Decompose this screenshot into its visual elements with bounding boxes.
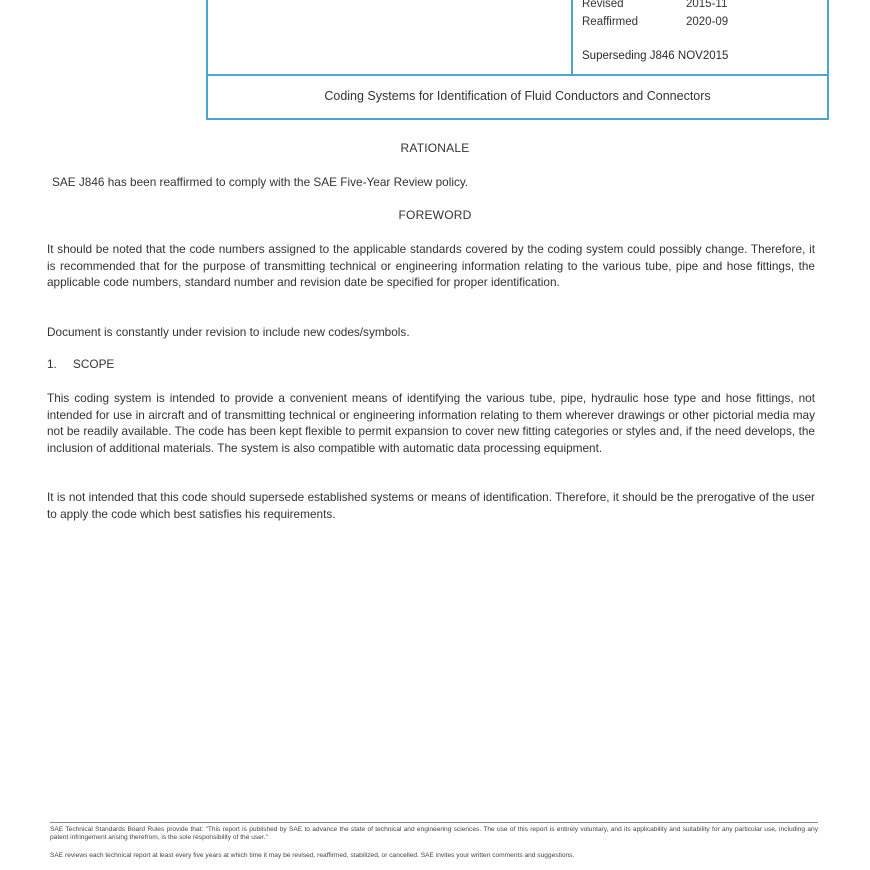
foreword-paragraph-2: Document is constantly under revision to include new codes/symbols. [47, 325, 410, 339]
reaffirmed-date: 2020-09 [686, 16, 729, 28]
rationale-text: SAE J846 has been reaffirmed to comply with the SAE Five-Year Review policy. [52, 175, 469, 189]
scope-paragraph-1: This coding system is intended to provide a convenient means of identifying the various tube, pipe, hydraulic hose type and hose fittings, not intended for use in aircraft and of transmitting technical or engineering information relating to them wherever drawings or other pictorial media may not be readily available. The code has been kept flexible to permit expansion to cover new fitting categories or styles and, if the need develops, the inclusion of additional materials. The system is also compatible with automatic data processing equipment. [47, 391, 815, 455]
revised-date: 2015-11 [686, 0, 728, 10]
foreword-paragraph-1: It should be noted that the code numbers assigned to the applicable standards covered by the coding system could possibly change. Therefore, it is recommended that for the purpose of transmitting technical or engineering information relating to the various tube, pipe and hose fittings, the applicable code numbers, standard number and revision date be specified for proper identification. [47, 242, 815, 289]
footer-rule [50, 822, 818, 823]
document-title: Coding Systems for Identification of Fluid Conductors and Connectors [324, 89, 711, 103]
scope-title: SCOPE [73, 357, 115, 371]
superseding-note: Superseding J846 NOV2015 [582, 50, 729, 62]
header-top-section [208, 0, 827, 76]
header-divider [571, 0, 573, 74]
scope-number: 1. [47, 357, 57, 371]
footer-disclaimer: SAE Technical Standards Board Rules provide that: "This report is published by SAE to advance the state of technical and engineering sciences. The use of this report is entirely voluntary, and its applicability and suitability for any particular use, including any patent infringement arising therefrom, is the sole responsibility of the user." [50, 826, 818, 842]
revised-label: Revised [582, 0, 624, 10]
footer-review-note: SAE reviews each technical report at least every five years at which time it may be revised, reaffirmed, stabilized, or cancelled. SAE invites your written comments and suggestions. [50, 852, 575, 859]
document-header-box [206, 0, 829, 120]
scope-heading [47, 357, 114, 371]
reaffirmed-label: Reaffirmed [582, 16, 639, 28]
rationale-heading: RATIONALE [400, 141, 470, 155]
scope-paragraph-2: It is not intended that this code should supersede established systems or means of identification. Therefore, it should be the prerogative of the user to apply the code which best satisfies his requirements. [47, 490, 815, 521]
foreword-heading: FOREWORD [398, 208, 472, 222]
